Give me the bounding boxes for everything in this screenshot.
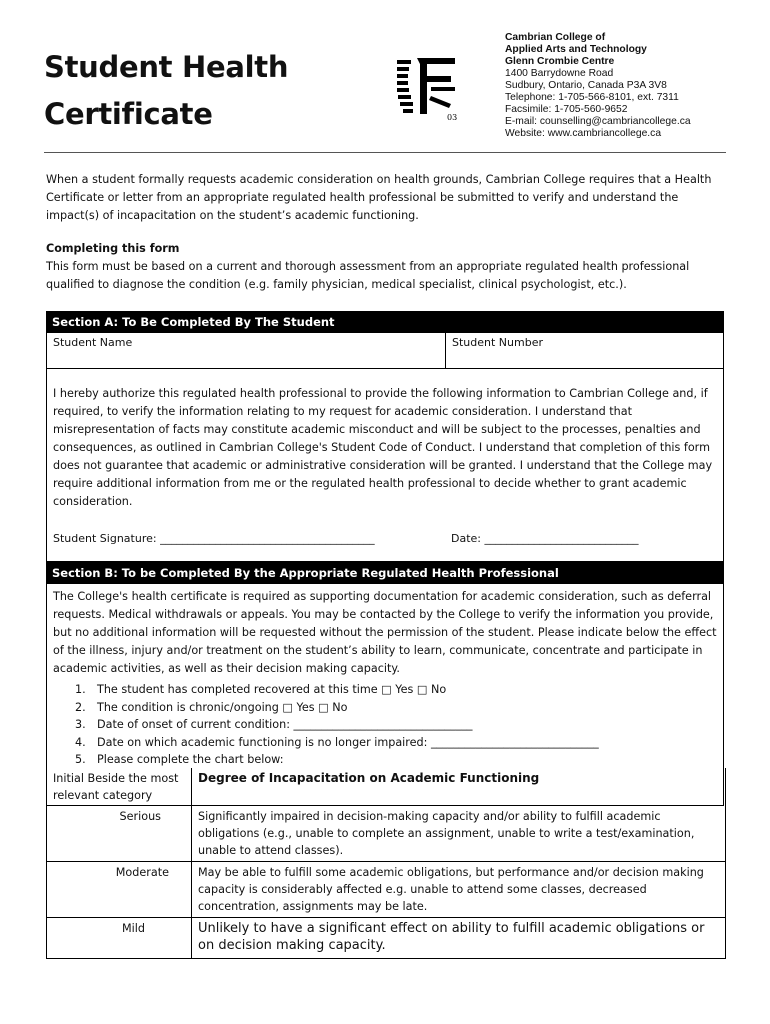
description-moderate: May be able to fulfill some academic obligations, but performance and/or decision making capacity is considerably affected e.g. unable to attend some classes, decreased concentration, assignments may be late. <box>192 862 726 918</box>
section-b-list <box>75 681 599 769</box>
student-number-label: Student Number <box>452 336 543 349</box>
section-b-heading: Section B: To be Completed By the Appropriate Regulated Health Professional <box>46 562 724 584</box>
centre-name: Glenn Crombie Centre <box>505 56 615 67</box>
description-serious: Significantly impaired in decision-making capacity and/or ability to fulfill academic obligations (e.g., unable to complete an assignment, unable to write a test/examination, unable to attend classes). <box>192 806 726 862</box>
header-divider <box>44 152 726 153</box>
completing-heading: Completing this form <box>46 242 180 255</box>
table-row <box>47 862 726 918</box>
list-item[interactable]: 1. The student has completed recovered at this time □ Yes □ No <box>75 683 447 696</box>
signature-date-line[interactable]: Date: ____________________________ <box>451 532 639 545</box>
list-item[interactable]: 2. The condition is chronic/ongoing □ Yes □ No <box>75 700 348 714</box>
college-address-block <box>505 32 691 140</box>
table-row <box>47 918 726 959</box>
student-name-label: Student Name <box>53 336 133 349</box>
student-info-row <box>46 333 724 369</box>
section-b-intro: The College's health certificate is required as supporting documentation for academic consideration, such as deferral requests. Medical withdrawals or appeals. You may be contacted by the College to verify the information you provide, but no additional information will be requested without the permission of the student. Please indicate below the effect of the illness, injury and/or treatment on the student’s ability to learn, communicate, concentrate and participate in academic activities, as well as their decision making capacity. <box>53 590 717 675</box>
authorization-text: I hereby authorize this regulated health professional to provide the following information to Cambrian College and, if required, to verify the information relating to my request for academic consideration. I understand that misrepresentation of facts may constitute academic misconduct and will be subject to the processes, penalties and consequences, as outlined in Cambrian College's Student Code of Conduct. I understand that completion of this form does not guarantee that academic or administrative consideration will be granted. I understand that the College may require additional information from me or the regulated health professional to decide whether to grant academic consideration. <box>53 387 713 508</box>
student-name-field[interactable] <box>46 333 446 369</box>
email: E-mail: counselling@cambriancollege.ca <box>505 116 691 127</box>
authorization-box <box>46 369 724 562</box>
address-line1: 1400 Barrydowne Road <box>505 68 614 79</box>
completing-text: This form must be based on a current and thorough assessment from an appropriate regulated health professional qualified to diagnose the condition (e.g. family physician, medical specialist, clinical psychologist, etc.). <box>46 260 690 291</box>
table-row <box>47 806 726 862</box>
page-title-line1: Student Health <box>44 50 289 84</box>
intro-text: When a student formally requests academic consideration on health grounds, Cambrian College requires that a Health Certificate or letter from an appropriate regulated health professional be submitted to verify and understand the impact(s) of incapacitation on the student’s academic functioning. <box>46 173 712 222</box>
chart-col2-header: Degree of Incapacitation on Academic Functioning <box>192 768 726 806</box>
category-moderate[interactable]: Moderate <box>47 862 192 918</box>
incapacitation-chart <box>46 768 726 959</box>
student-signature-line[interactable]: Student Signature: _______________________________________ <box>53 532 375 545</box>
description-mild: Unlikely to have a significant effect on ability to fulfill academic obligations or on decision making capacity. <box>192 918 726 959</box>
section-a-heading: Section A: To Be Completed By The Student <box>46 311 724 333</box>
student-number-field[interactable] <box>446 333 724 369</box>
list-item[interactable]: 3. Date of onset of current condition: ________________________________ <box>75 718 473 731</box>
college-name-2: Applied Arts and Technology <box>505 44 647 55</box>
list-item[interactable]: 4. Date on which academic functioning is no longer impaired: ______________________________ <box>75 735 599 749</box>
college-name-1: Cambrian College of <box>505 32 606 43</box>
address-line2: Sudbury, Ontario, Canada P3A 3V8 <box>505 80 667 91</box>
website: Website: www.cambriancollege.ca <box>505 128 662 139</box>
category-mild[interactable]: Mild <box>47 918 192 959</box>
category-serious[interactable]: Serious <box>47 806 192 862</box>
page-title-line2: Certificate <box>44 97 213 131</box>
fax: Facsimile: 1-705-560-9652 <box>505 104 628 115</box>
chart-header-row <box>47 768 726 806</box>
telephone: Telephone: 1-705-566-8101, ext. 7311 <box>505 92 679 103</box>
list-item: 5. Please complete the chart below: <box>75 753 284 766</box>
logo-mark: 03 <box>447 113 458 122</box>
chart-col1-header: Initial Beside the most relevant category <box>47 768 192 806</box>
college-logo <box>393 54 463 126</box>
